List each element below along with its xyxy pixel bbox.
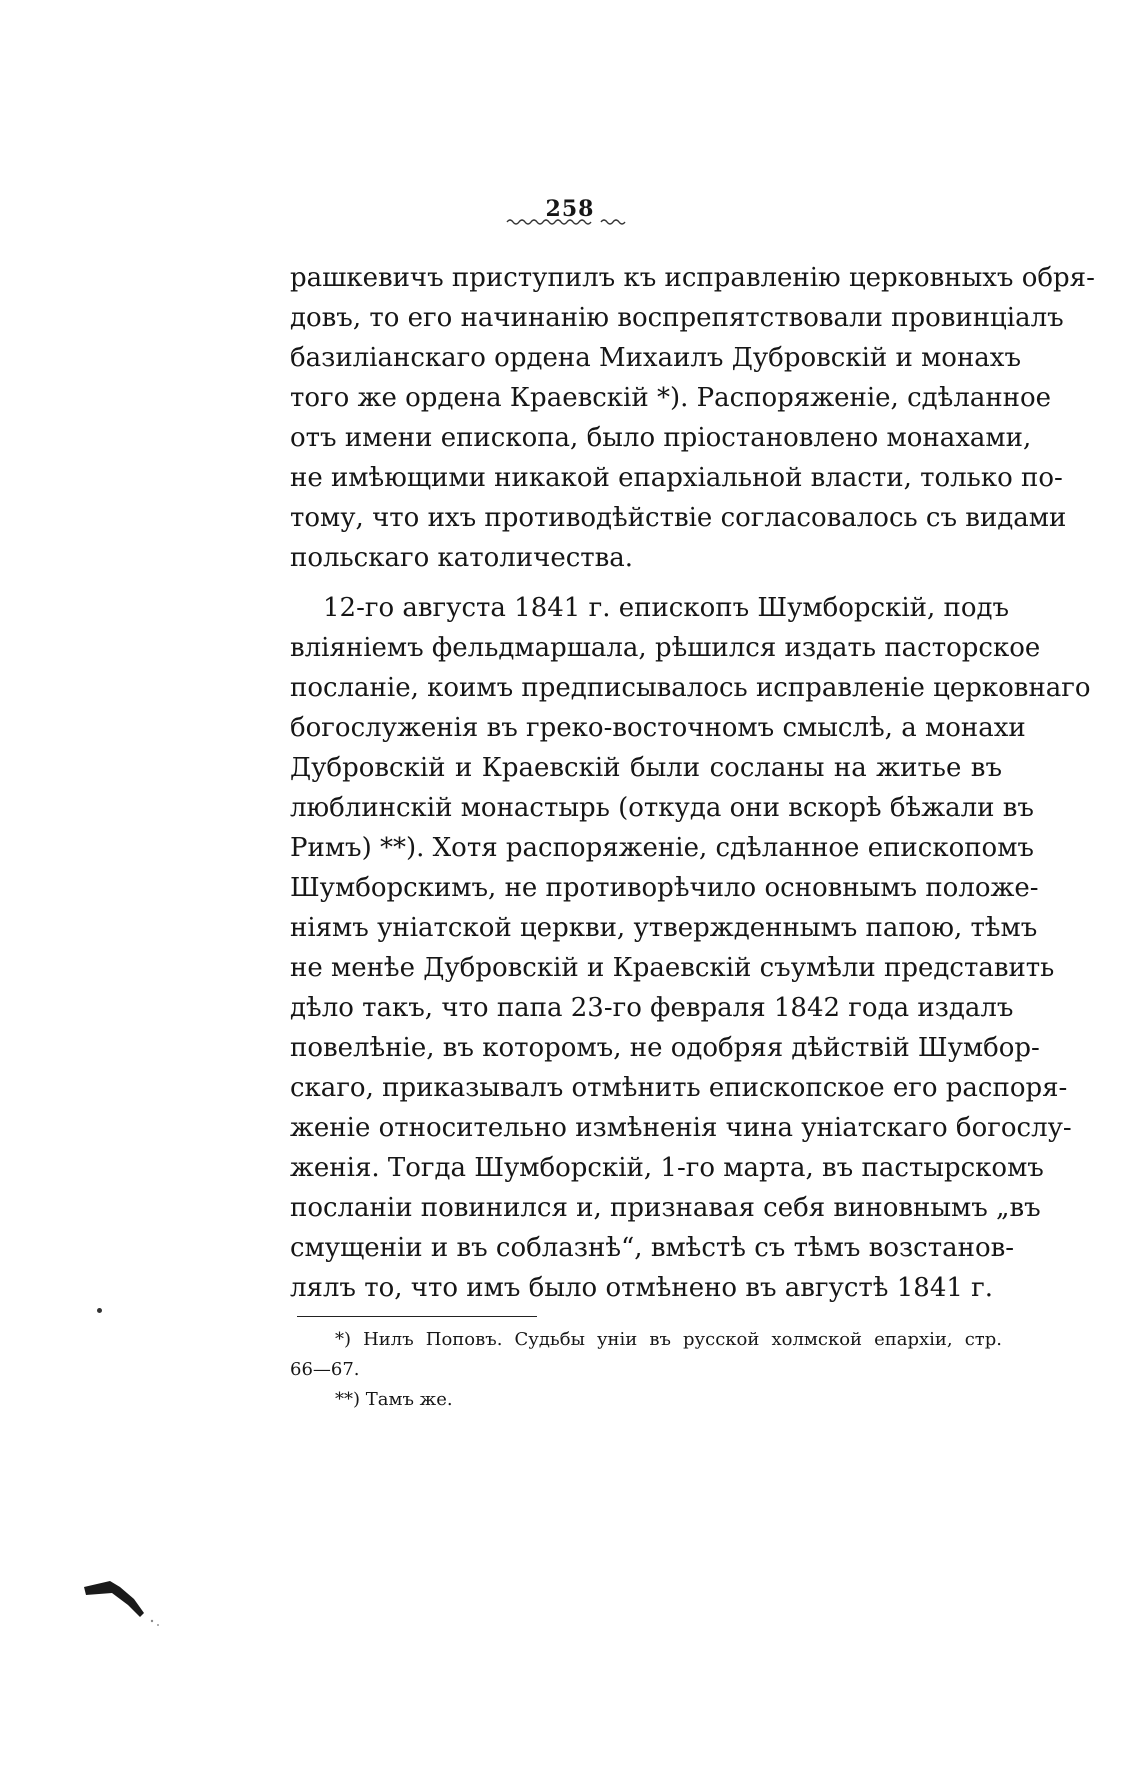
text-line: повелѣніе, въ которомъ, не одобряя дѣйствій Шумбор- bbox=[290, 1033, 1040, 1063]
text-line: Римъ) **). Хотя распоряженіе, сдѣланное епископомъ bbox=[290, 833, 1034, 863]
scan-smudge-icon bbox=[82, 1573, 172, 1633]
paragraph-2 bbox=[290, 588, 1091, 1308]
text-line: Шумборскимъ, не противорѣчило основнымъ положе- bbox=[290, 873, 1039, 903]
footnotes bbox=[290, 1325, 1002, 1415]
text-line: отъ имени епископа, было пріостановлено монахами, bbox=[290, 423, 1032, 453]
text-line: 12-го августа 1841 г. епископъ Шумборскій, подъ bbox=[323, 593, 1010, 623]
text-line: ніямъ уніатской церкви, утвержденнымъ папою, тѣмъ bbox=[290, 913, 1038, 943]
text-line: вліяніемъ фельдмаршала, рѣшился издать пасторское bbox=[290, 633, 1041, 663]
text-line: скаго, приказывалъ отмѣнить епископское его распоря- bbox=[290, 1073, 1068, 1103]
footnote-divider bbox=[297, 1316, 537, 1317]
page-number: 258 bbox=[545, 196, 595, 222]
text-line: посланіе, коимъ предписывалось исправленіе церковнаго bbox=[290, 673, 1091, 703]
wavy-underline-ornament bbox=[505, 215, 635, 229]
footnote-1-continuation: 66—67. bbox=[290, 1359, 360, 1380]
text-line: довъ, то его начинанію воспрепятствовали провинціалъ bbox=[290, 303, 1064, 333]
paragraph-1 bbox=[290, 258, 1095, 578]
text-line: богослуженія въ греко-восточномъ смыслѣ, а монахи bbox=[290, 713, 1026, 743]
scan-smudge-mark bbox=[82, 1573, 172, 1637]
text-line: не менѣе Дубровскій и Краевскій съумѣли представить bbox=[290, 953, 1055, 983]
text-line: Дубровскій и Краевскій были сосланы на житье въ bbox=[290, 753, 1002, 783]
text-line: не имѣющими никакой епархіальной власти, только по- bbox=[290, 463, 1063, 493]
text-line: посланіи повинился и, признавая себя виновнымъ „въ bbox=[290, 1193, 1041, 1223]
text-line: того же ордена Краевскій *). Распоряженіе, сдѣланное bbox=[290, 383, 1052, 413]
footnote-2: **) Тамъ же. bbox=[335, 1389, 453, 1410]
text-line: тому, что ихъ противодѣйствіе согласовалось съ видами bbox=[290, 503, 1067, 533]
margin-dot bbox=[97, 1308, 102, 1313]
main-text bbox=[290, 258, 1095, 1308]
text-line: смущеніи и въ соблазнѣ“, вмѣстѣ съ тѣмъ возстанов- bbox=[290, 1233, 1015, 1263]
text-line: дѣло такъ, что папа 23-го февраля 1842 года издалъ bbox=[290, 993, 1014, 1023]
text-line: люблинскій монастырь (откуда они вскорѣ бѣжали въ bbox=[290, 793, 1034, 823]
page-number-ornament bbox=[0, 214, 1140, 233]
footnote-1: *) Нилъ Поповъ. Судьбы уніи въ русской холмской епархіи, стр. bbox=[335, 1329, 1002, 1350]
text-line: лялъ то, что имъ было отмѣнено въ августѣ 1841 г. bbox=[290, 1273, 994, 1303]
text-line: польскаго католичества. bbox=[290, 543, 634, 573]
text-line: женіе относительно измѣненія чина уніатскаго богослу- bbox=[290, 1113, 1072, 1143]
text-line: базиліанскаго ордена Михаилъ Дубровскій и монахъ bbox=[290, 343, 1021, 373]
text-line: рашкевичъ приступилъ къ исправленію церковныхъ обря- bbox=[290, 263, 1095, 293]
text-line: женія. Тогда Шумборскій, 1-го марта, въ пастырскомъ bbox=[290, 1153, 1044, 1183]
